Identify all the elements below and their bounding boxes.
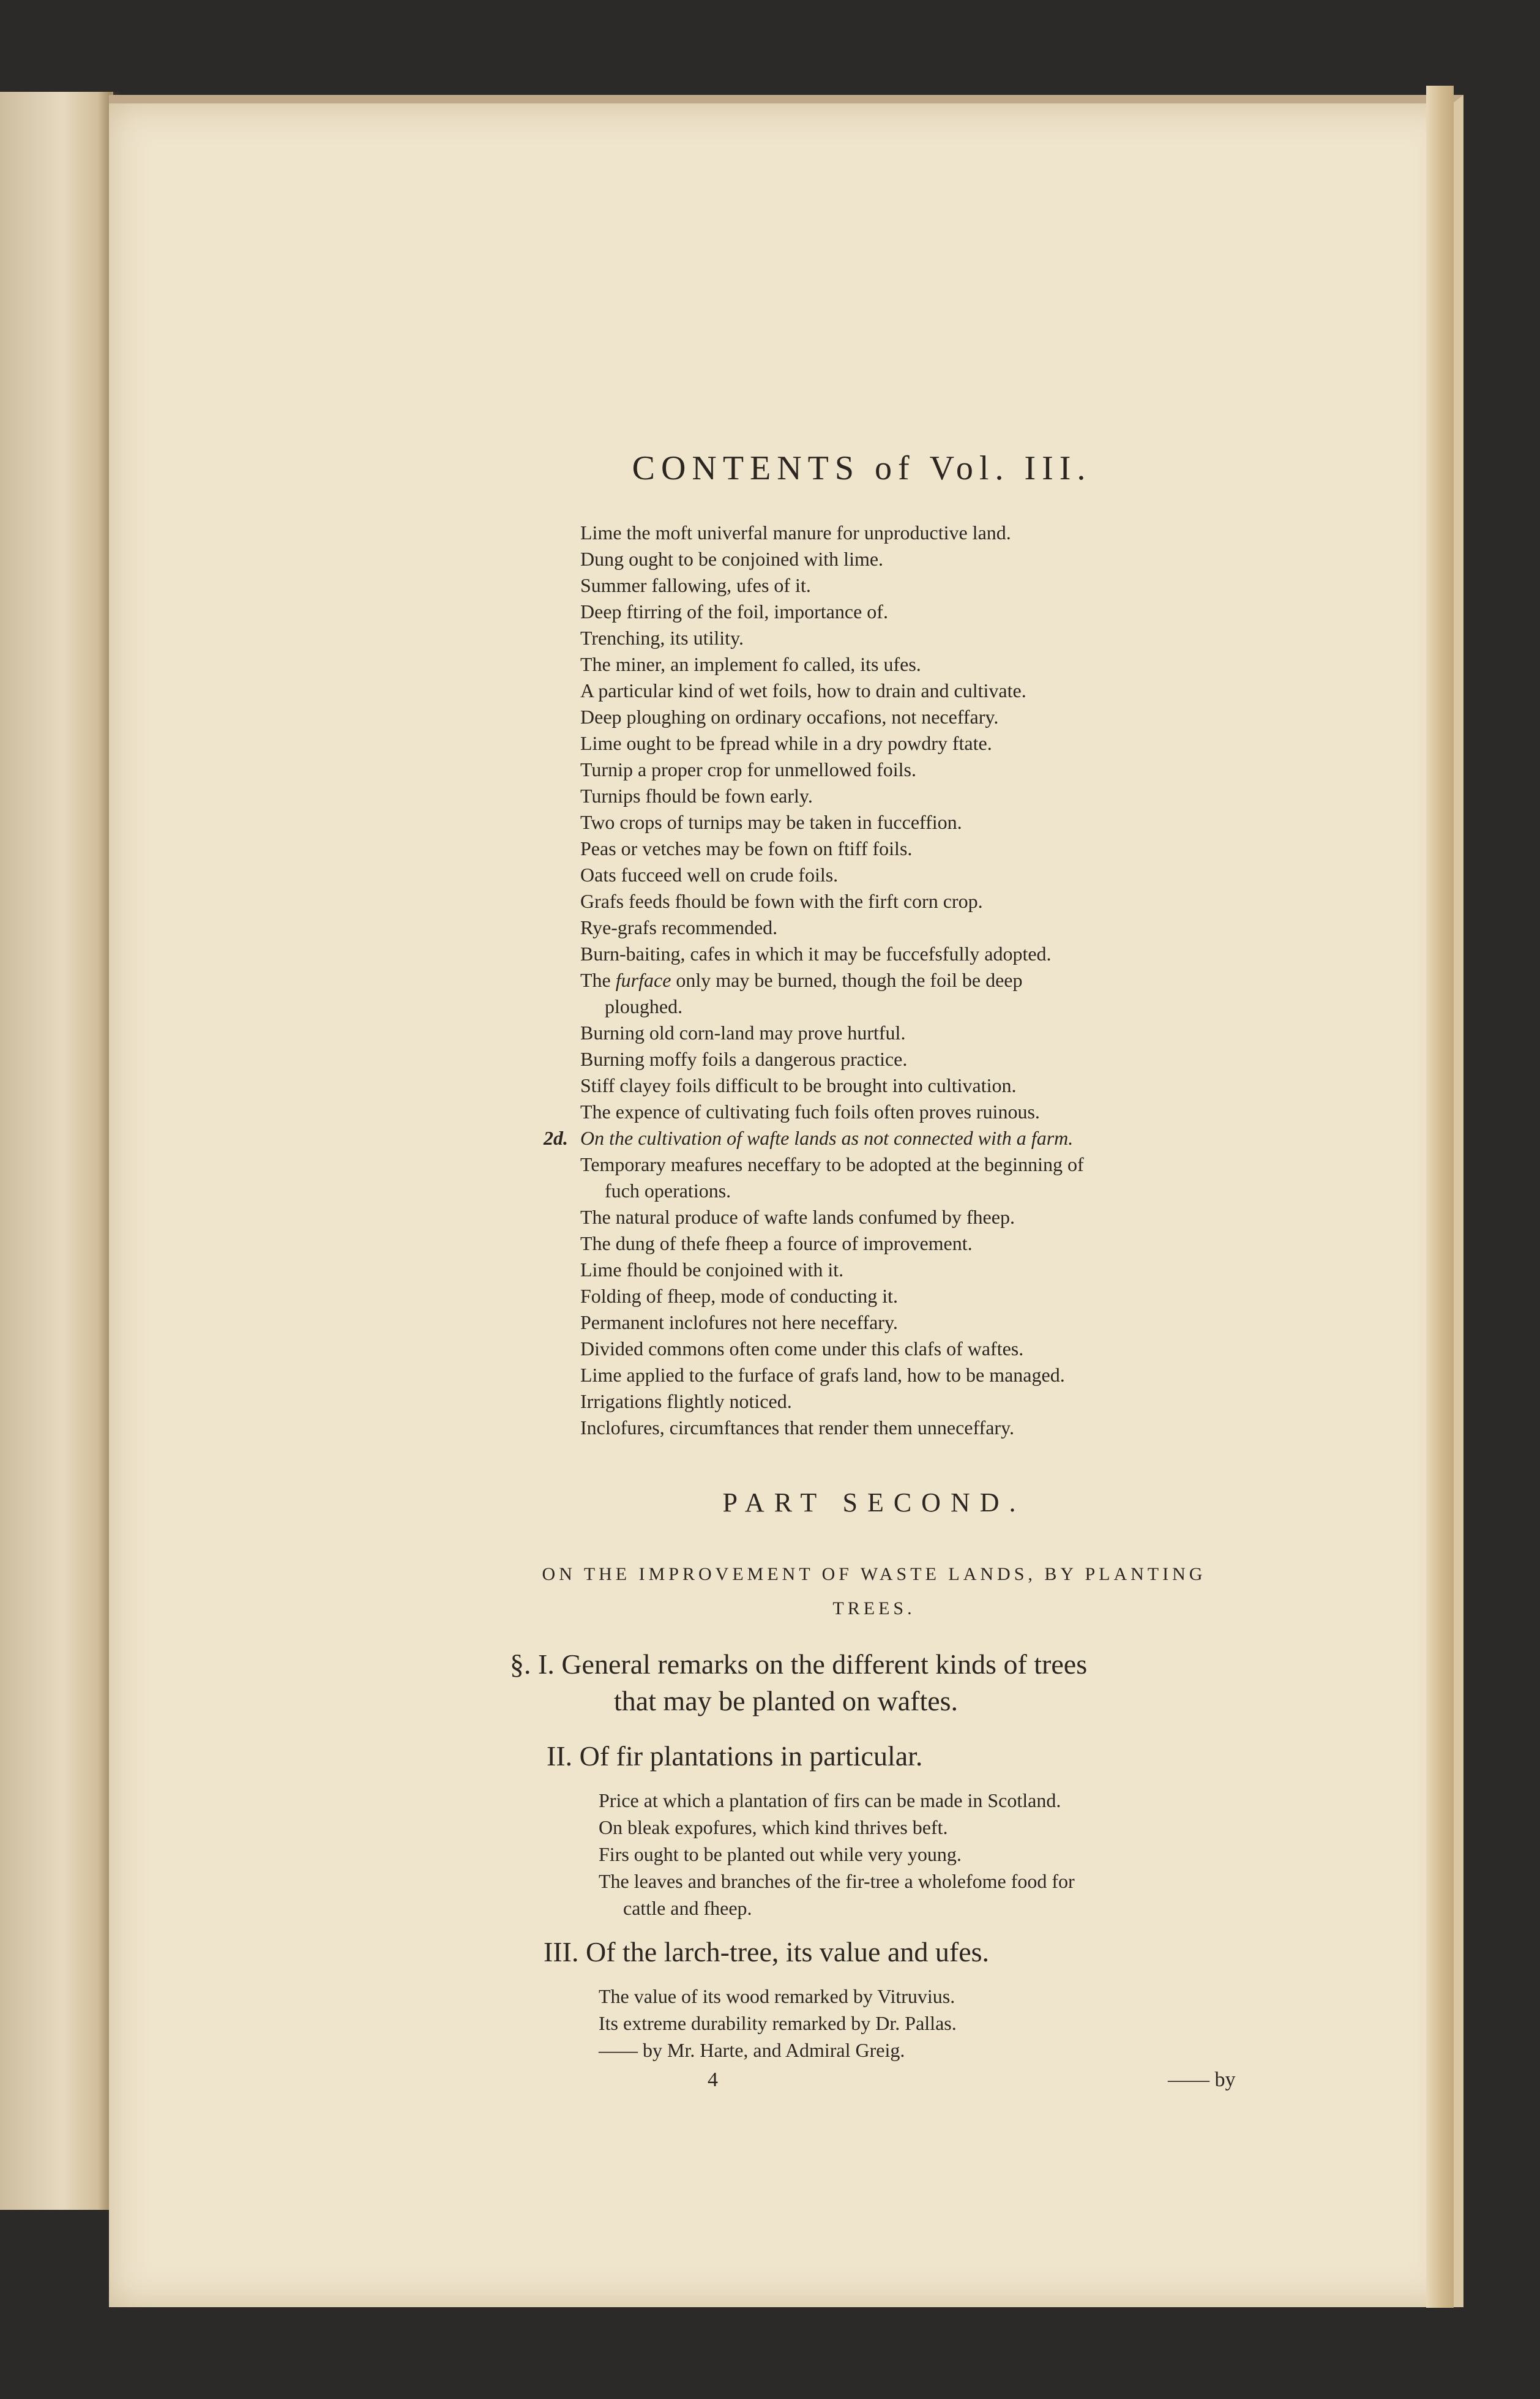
- toc-item: Grafs feeds fhould be fown with the firft corn crop.: [580, 890, 983, 912]
- toc-item-surface: The furface only may be burned, though the foil be deep: [580, 969, 1023, 991]
- table-of-contents: [544, 520, 1351, 1441]
- toc-group-b: [580, 1020, 1351, 1125]
- left-page-edge: [0, 92, 113, 2210]
- section-1-heading: §. I. General remarks on the different kinds of trees that may be planted on waftes.: [510, 1649, 1088, 1716]
- book-page: [109, 95, 1463, 2307]
- toc-item: Lime ought to be fpread while in a dry powdry ftate.: [580, 732, 992, 754]
- toc-item: Lime the moft univerfal manure for unproductive land.: [580, 522, 1011, 544]
- toc-item: Divided commons often come under this clafs of waftes.: [580, 1338, 1024, 1360]
- toc-item: Inclofures, circumftances that render them unneceffary.: [580, 1417, 1014, 1439]
- toc-item: Trenching, its utility.: [580, 627, 744, 649]
- section-2-item: Firs ought to be planted out while very young.: [599, 1843, 962, 1865]
- toc-item: Burn-baiting, cafes in which it may be fuccefsfully adopted.: [580, 943, 1052, 965]
- toc-item: Burning moffy foils a dangerous practice.: [580, 1048, 908, 1070]
- toc-item: A particular kind of wet foils, how to drain and cultivate.: [580, 679, 1026, 702]
- section-3-list: [599, 1983, 1272, 2064]
- toc-item: Deep ftirring of the foil, importance of.: [580, 601, 888, 623]
- toc-item: Irrigations flightly noticed.: [580, 1390, 792, 1412]
- toc-item: Dung ought to be conjoined with lime.: [580, 548, 884, 570]
- toc-item: Turnip a proper crop for unmellowed foils.: [580, 758, 916, 780]
- section-2-item: On bleak expofures, which kind thrives beft.: [599, 1816, 948, 1838]
- toc-item-2d: 2d. On the cultivation of wafte lands as not connected with a farm.: [544, 1127, 1074, 1149]
- toc-item: Folding of fheep, mode of conducting it.: [580, 1285, 899, 1307]
- section-2-list: [599, 1787, 1272, 1868]
- section-2-heading: II. Of fir plantations in particular.: [547, 1740, 923, 1772]
- toc-item: Summer fallowing, ufes of it.: [580, 574, 811, 596]
- right-page-edge: [1426, 86, 1454, 2308]
- section-3-item: Its extreme durability remarked by Dr. Pallas.: [599, 2012, 957, 2034]
- toc-item: Oats fucceed well on crude foils.: [580, 864, 839, 886]
- signature-mark: 4: [708, 2068, 718, 2091]
- toc-group-a: [580, 520, 1351, 967]
- toc-item: Permanent inclofures not here neceffary.: [580, 1311, 898, 1333]
- toc-item: The miner, an implement fo called, its ufes.: [580, 653, 921, 675]
- toc-item: Two crops of turnips may be taken in fucceffion.: [580, 811, 962, 833]
- section-2-item-leaves-cont: cattle and fheep.: [623, 1897, 752, 1919]
- section-2-items: [599, 1787, 1272, 1922]
- section-3-heading: III. Of the larch-tree, its value and ufes.: [544, 1936, 990, 1967]
- page-title: CONTENTS of Vol. III.: [632, 449, 1092, 487]
- toc-item: Rye-grafs recommended.: [580, 916, 778, 938]
- toc-item: The expence of cultivating fuch foils often proves ruinous.: [580, 1101, 1040, 1123]
- section-3-item: —— by Mr. Harte, and Admiral Greig.: [599, 2039, 905, 2061]
- toc-item: Deep ploughing on ordinary occafions, not neceffary.: [580, 706, 999, 728]
- toc-item: Turnips fhould be fown early.: [580, 785, 813, 807]
- toc-item: Lime fhould be conjoined with it.: [580, 1259, 844, 1281]
- toc-item: Peas or vetches may be fown on ftiff foils.: [580, 837, 913, 859]
- catchword: —— by: [1168, 2068, 1236, 2091]
- part-heading: PART SECOND.: [722, 1488, 1026, 1518]
- toc-item-temporary-cont: fuch operations.: [605, 1180, 731, 1202]
- section-2-item-leaves: The leaves and branches of the fir-tree a wholefome food for: [599, 1870, 1075, 1892]
- section-3-items: [599, 1983, 1272, 2064]
- toc-item: Burning old corn-land may prove hurtful.: [580, 1022, 906, 1044]
- toc-item: Stiff clayey foils difficult to be brought into cultivation.: [580, 1074, 1017, 1096]
- toc-item-surface-cont: ploughed.: [605, 995, 683, 1017]
- section-3-item: The value of its wood remarked by Vitruvius.: [599, 1985, 955, 2007]
- part-subheading: ON THE IMPROVEMENT OF WASTE LANDS, BY PLANTING TREES.: [542, 1564, 1206, 1619]
- toc-item-temporary: Temporary meafures neceffary to be adopted at the beginning of: [580, 1153, 1084, 1175]
- toc-item: The natural produce of wafte lands confumed by fheep.: [580, 1206, 1015, 1228]
- toc-group-c: [580, 1204, 1351, 1441]
- toc-item: The dung of thefe fheep a fource of improvement.: [580, 1232, 973, 1254]
- section-2-item: Price at which a plantation of firs can be made in Scotland.: [599, 1789, 1061, 1811]
- toc-item: Lime applied to the furface of grafs land, how to be managed.: [580, 1364, 1065, 1386]
